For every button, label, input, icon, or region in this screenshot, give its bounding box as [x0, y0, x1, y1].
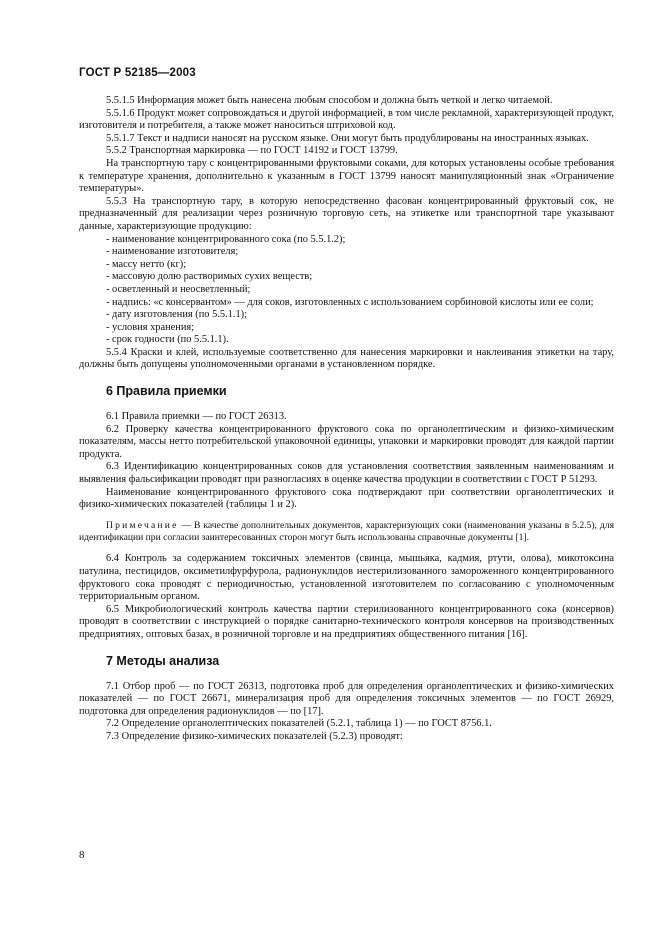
paragraph-5-5-4: 5.5.4 Краски и клей, используемые соответственно для нанесения маркировки и наклеивания этикетки на тару, должны быть допущены уполномоченными органами в установленном порядке. — [79, 346, 614, 371]
paragraph-6-1: 6.1 Правила приемки — по ГОСТ 26313. — [106, 411, 287, 423]
paragraph-6-3-text: Наименование концентрированного фруктового сока подтверждают при соответствии органолептических и физико-химических показателей (таблицы 1 и 2). — [79, 486, 614, 511]
section-6-title: 6 Правила приемки — [106, 384, 227, 399]
standard-header: ГОСТ Р 52185—2003 — [79, 67, 196, 79]
section-7-title: 7 Методы анализа — [106, 653, 220, 668]
paragraph-5-5-1-7: 5.5.1.7 Текст и надписи наносят на русском языке. Они могут быть продублированы на иностранных языках. — [106, 132, 589, 144]
list-item: - условия хранения; — [106, 321, 195, 333]
paragraph-5-5-2: 5.5.2 Транспортная маркировка — по ГОСТ 14192 и ГОСТ 13799. — [106, 145, 398, 157]
list-item: - срок годности (по 5.5.1.1). — [106, 334, 229, 346]
page-number: 8 — [79, 849, 85, 861]
paragraph-6-4: 6.4 Контроль за содержанием токсичных элементов (свинца, мышьяка, кадмия, ртути, олова), микотоксина патулина, пестицидов, оксиметилфурфурола, радионуклидов нестерилизованного замороженного концентрированного фруктового сока проводят с периодичностью, установленной изготовителем по согласованию с уполномоченным территориальным органом. — [79, 553, 614, 603]
paragraph-7-3: 7.3 Определение физико-химических показателей (5.2.3) проводят: — [106, 730, 403, 742]
paragraph-5-5-1-6: 5.5.1.6 Продукт может сопровождаться и другой информацией, в том числе рекламной, характеризующей продукт, изготовителя и потребителя, а также может наноситься штриховой код. — [79, 107, 614, 132]
paragraph-6-5: 6.5 Микробиологический контроль качества партии стерилизованного концентрированного сока (консервов) проводят в соответствии с инструкцией о порядке санитарно-технического контроля консервов на производственных предприятиях, оптовых базах, в розничной торговле и на предприятиях общественного питания [16]. — [79, 603, 614, 640]
list-item: - осветленный и неосветленный; — [106, 283, 251, 295]
paragraph-6-3: 6.3 Идентификацию концентрированных соков для установления соответствия заявленным наименованиям и выявления фальсификации проводят при разногласиях в оценке качества продукции в соответствии с ГОСТ Р 51293. — [79, 461, 614, 486]
label-data-list — [79, 234, 614, 347]
paragraph-5-5-3: 5.5.3 На транспортную тару, в которую непосредственно фасован концентрированный фруктовый сок, не предназначенный для реализации через розничную торговую сеть, на этикетке или транспортной таре указывают данные, характеризующие продукцию: — [79, 195, 614, 232]
paragraph-5-5-2-text: На транспортную тару с концентрированными фруктовыми соками, для которых установлены особые требования к температуре хранения, дополнительно к указанным в ГОСТ 13799 наносят манипуляционный знак «Ограничение температуры». — [79, 157, 614, 195]
list-item: - наименование изготовителя; — [106, 246, 239, 258]
list-item: - дату изготовления (по 5.5.1.1); — [106, 309, 248, 321]
note-text: — В качестве дополнительных документов, характеризующих соки (наименования указаны в 5.2.5), для идентификации при согласии заинтересованных сторон могут быть использованы справочные документы [1]. — [79, 519, 614, 543]
list-item: - массовую долю растворимых сухих веществ; — [106, 271, 313, 283]
list-item: - наименование концентрированного сока (по 5.5.1.2); — [106, 233, 346, 245]
document-body — [79, 95, 614, 744]
note — [79, 520, 614, 544]
list-item: - массу нетто (кг); — [106, 258, 187, 270]
paragraph-5-5-1-5: 5.5.1.5 Информация может быть нанесена любым способом и должна быть четкой и легко читаемой. — [106, 95, 553, 106]
paragraph-6-2: 6.2 Проверку качества концентрированного фруктового сока по органолептическим и физико-химическим показателям, массы нетто потребительской упаковочной единицы, упаковки и маркировки проводят для каждой партии продукта. — [79, 423, 614, 460]
list-item: - надпись: «с консервантом» — для соков, изготовленных с использованием сорбиновой кислоты или ее соли; — [106, 296, 594, 308]
note-label: Примечание — [106, 519, 179, 531]
paragraph-7-1: 7.1 Отбор проб — по ГОСТ 26313, подготовка проб для определения органолептических и физико-химических показателей — по ГОСТ 26671, минерализация проб для определения токсичных элементов — по ГОСТ 26929, подготовка для определения радионуклидов — по [17]. — [79, 680, 614, 717]
paragraph-7-2: 7.2 Определение органолептических показателей (5.2.1, таблица 1) — по ГОСТ 8756.1. — [106, 718, 492, 730]
